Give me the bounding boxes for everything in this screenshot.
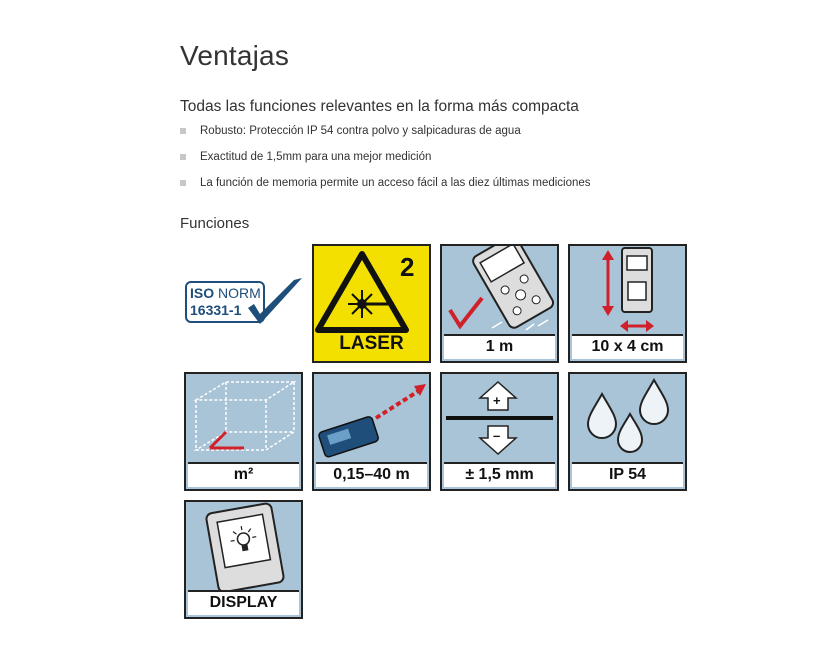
page-title: Ventajas — [180, 40, 290, 71]
display-tile — [184, 500, 303, 619]
tile-label: ± 1,5 mm — [444, 462, 555, 487]
tile-label: DISPLAY — [188, 590, 299, 615]
ip-rating-tile — [568, 372, 687, 491]
range-tile — [312, 372, 431, 491]
section-title: Funciones — [180, 215, 250, 232]
accuracy-arrows-icon — [442, 374, 557, 464]
drop-test-tile — [440, 244, 559, 363]
bullet-icon — [180, 154, 186, 160]
iso-norm-badge — [184, 244, 303, 363]
tile-label: m² — [188, 462, 299, 487]
bullet-icon — [180, 180, 186, 186]
feature-list — [180, 124, 591, 202]
laser-class-number: 2 — [400, 252, 415, 282]
tile-label: LASER — [316, 333, 427, 358]
tile-label: 1 m — [444, 334, 555, 359]
list-item: Exactitud de 1,5mm para una mejor medición — [180, 150, 591, 176]
list-item: La función de memoria permite un acceso fácil a las diez últimas mediciones — [180, 176, 591, 202]
water-drops-icon — [570, 374, 685, 464]
iso-word: ISO — [190, 285, 215, 301]
accuracy-tile — [440, 372, 559, 491]
range-laser-icon — [314, 374, 429, 464]
bullet-icon — [180, 128, 186, 134]
size-tile — [568, 244, 687, 363]
area-tile — [184, 372, 303, 491]
tile-label: 10 x 4 cm — [572, 334, 683, 359]
display-light-icon — [186, 502, 301, 592]
iso-number: 16331-1 — [190, 302, 242, 318]
laser-class-tile — [312, 244, 431, 363]
minus-glyph: – — [493, 428, 501, 443]
subtitle: Todas las funciones relevantes en la forma más compacta — [180, 98, 579, 115]
area-room-icon — [186, 374, 301, 464]
tile-label: 0,15–40 m — [316, 462, 427, 487]
drop-device-icon — [442, 246, 557, 336]
size-arrows-icon — [570, 246, 685, 336]
tile-label: IP 54 — [572, 462, 683, 487]
iso-norm-word: NORM — [218, 285, 261, 301]
list-item: Robusto: Protección IP 54 contra polvo y salpicaduras de agua — [180, 124, 591, 150]
plus-glyph: + — [493, 393, 501, 408]
